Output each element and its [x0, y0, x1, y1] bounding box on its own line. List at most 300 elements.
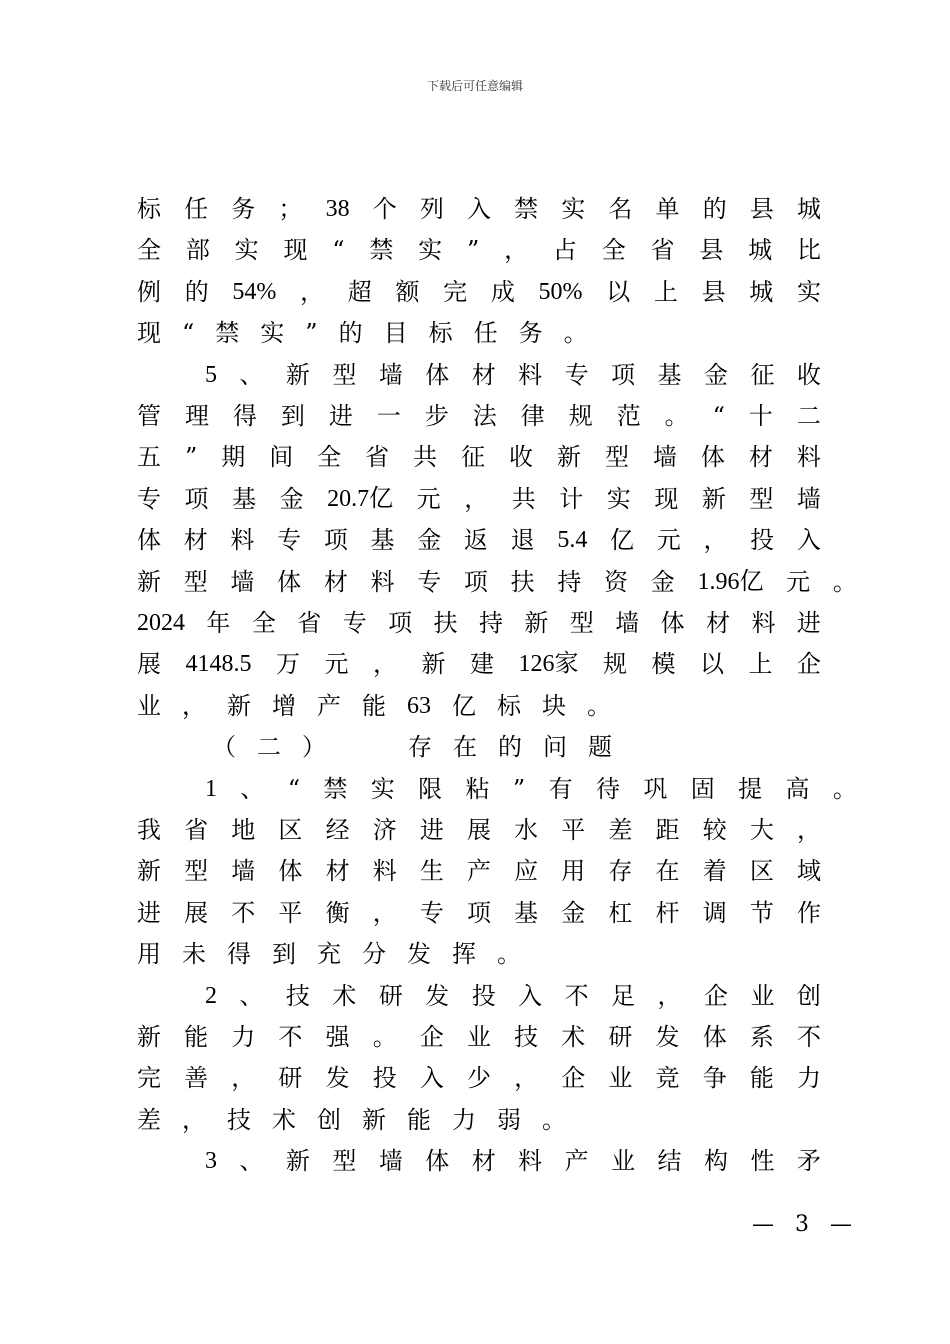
text-token: 禁 [514, 195, 539, 223]
text-line [137, 275, 821, 309]
text-token: 完 [443, 277, 468, 306]
text-line [205, 979, 821, 1013]
text-token: 的 [498, 733, 522, 762]
text-token: 全 [601, 236, 626, 265]
text-token: 型 [749, 484, 774, 513]
text-token: 专 [417, 567, 442, 596]
text-token: ， [182, 1105, 206, 1134]
text-token: 标 [137, 195, 161, 223]
text-token: 研 [378, 981, 403, 1010]
text-token: 以 [606, 277, 631, 306]
text-token: 发 [655, 1023, 680, 1051]
text-token: 比 [796, 236, 821, 265]
text-token: 衡 [325, 898, 350, 927]
text-token: 得 [232, 402, 257, 430]
text-token: 型 [332, 360, 357, 389]
text-token: 墙 [378, 1147, 403, 1176]
text-token: 料 [518, 360, 543, 389]
text-token: 在 [655, 857, 680, 886]
text-token: 企 [797, 650, 821, 679]
text-token: 材 [471, 360, 496, 389]
text-token: 县 [749, 195, 774, 223]
text-token: 征 [461, 443, 486, 472]
text-token: 63 [407, 692, 431, 719]
text-token: 征 [750, 360, 775, 389]
text-token: 1.96亿 [697, 568, 764, 595]
text-token: 地 [231, 816, 256, 844]
text-token: 进 [419, 816, 444, 844]
text-line [137, 399, 821, 433]
text-token: 基 [370, 526, 395, 555]
text-token: 不 [278, 1023, 303, 1051]
text-token: 竞 [655, 1064, 680, 1093]
text-token: 发 [425, 981, 450, 1010]
text-token: （ [212, 733, 236, 762]
text-token: 新 [524, 609, 549, 637]
text-token: 提 [738, 774, 763, 803]
text-token: 节 [749, 898, 774, 927]
text-line [137, 523, 821, 557]
text-token: 企 [419, 1023, 444, 1051]
text-token: 料 [370, 567, 395, 596]
text-token: 现 [654, 484, 679, 513]
text-token: 系 [749, 1023, 774, 1051]
text-token: 上 [653, 277, 678, 306]
text-token: 占 [552, 236, 577, 265]
text-token: 模 [651, 650, 676, 679]
text-token: 区 [278, 816, 303, 844]
page-header: 下载后可任意编辑 [426, 79, 523, 93]
text-token: 额 [395, 277, 420, 306]
text-token: 应 [514, 857, 539, 886]
text-token: 体 [660, 609, 685, 637]
text-token: 二 [257, 733, 281, 762]
text-token: 进 [328, 402, 353, 430]
text-token: 墙 [230, 567, 255, 596]
text-token: 进 [137, 898, 161, 927]
text-token: 体 [425, 1147, 450, 1176]
text-token: 型 [184, 857, 209, 886]
text-token: “ [712, 402, 725, 430]
text-token: 以 [700, 650, 724, 679]
text-token: 务 [231, 195, 256, 223]
text-token: 基 [657, 360, 682, 389]
text-line [137, 854, 821, 888]
text-token: 新 [285, 1147, 310, 1176]
text-token: 差 [608, 816, 633, 844]
text-line [137, 606, 821, 640]
text-token: 企 [561, 1064, 586, 1093]
text-token: 持 [478, 609, 503, 637]
text-token: 实 [260, 319, 285, 348]
text-token: 用 [561, 857, 586, 886]
text-token: 省 [365, 443, 390, 472]
text-token: 标 [497, 691, 521, 720]
text-token: 业 [466, 1023, 491, 1051]
text-token: 问 [543, 733, 567, 762]
text-line [137, 192, 821, 226]
text-token: 54% [232, 278, 277, 305]
text-token: 强 [325, 1023, 350, 1051]
text-token: 展 [466, 816, 491, 844]
text-line [212, 730, 821, 764]
text-token: 新 [421, 650, 446, 679]
text-token: 扶 [510, 567, 535, 596]
text-token: 术 [561, 1023, 586, 1051]
text-line [137, 813, 821, 847]
text-token: 持 [557, 567, 582, 596]
text-token: 距 [655, 816, 680, 844]
text-token: 体 [702, 1023, 727, 1051]
text-token: 项 [388, 609, 413, 637]
text-token: 材 [183, 526, 208, 555]
text-token: 料 [796, 443, 821, 472]
text-token: 间 [269, 443, 294, 472]
text-token: 未 [182, 940, 206, 969]
text-token: 存 [608, 857, 633, 886]
text-token: 专 [137, 484, 161, 513]
text-token: 返 [463, 526, 488, 555]
text-token: 。 [664, 402, 689, 430]
text-token: 省 [297, 609, 322, 637]
text-token: ， [300, 277, 325, 306]
text-token: 共 [511, 484, 536, 513]
text-token: 省 [184, 816, 209, 844]
text-token: 收 [796, 360, 821, 389]
text-token: 能 [407, 1105, 431, 1134]
text-token: 。 [542, 1105, 566, 1134]
text-token: 超 [347, 277, 372, 306]
text-token: 杆 [655, 898, 680, 927]
text-token: ， [464, 484, 489, 513]
text-token: 金 [703, 360, 728, 389]
text-token: 力 [796, 1064, 821, 1093]
text-token: 实 [796, 277, 821, 306]
text-token: ； [278, 195, 303, 223]
text-token: 术 [332, 981, 357, 1010]
text-token: 现 [137, 319, 161, 348]
text-token: 投 [750, 526, 775, 555]
text-token: 在 [453, 733, 477, 762]
text-token: 待 [595, 774, 620, 803]
text-token: 善 [184, 1064, 209, 1093]
text-token: 济 [372, 816, 397, 844]
text-token: 材 [748, 443, 773, 472]
text-token: 型 [604, 443, 629, 472]
text-token: 县 [701, 277, 726, 306]
text-token: 项 [323, 526, 348, 555]
text-token: 管 [137, 402, 161, 430]
text-token: 标 [428, 319, 453, 348]
text-token: 体 [700, 443, 725, 472]
text-token: 、 [240, 774, 265, 803]
text-token: 任 [473, 319, 498, 348]
text-token: 到 [272, 940, 296, 969]
text-token: 区 [749, 857, 774, 886]
text-token: 新 [362, 1105, 386, 1134]
text-token: 金 [417, 526, 442, 555]
text-token: 墙 [231, 857, 256, 886]
text-token: “ [182, 319, 195, 348]
text-token: 型 [332, 1147, 357, 1176]
text-token: 差 [137, 1105, 161, 1134]
text-token: 基 [232, 484, 257, 513]
text-token: 专 [419, 898, 444, 927]
text-token: ” [466, 236, 480, 265]
text-token: 研 [608, 1023, 633, 1051]
text-token: 体 [137, 526, 161, 555]
text-token: 题 [588, 733, 612, 762]
text-token: ， [514, 1064, 539, 1093]
text-token: 2 [205, 982, 217, 1009]
text-token: 产 [317, 691, 341, 720]
text-line [137, 647, 821, 681]
text-token: 业 [137, 691, 161, 720]
text-token: 五 [137, 443, 161, 472]
text-token: 墙 [615, 609, 640, 637]
text-token: 4148.5 [185, 651, 252, 678]
text-token: 一 [376, 402, 401, 430]
text-token: 分 [362, 940, 386, 969]
text-token: 我 [137, 816, 161, 844]
text-token: 步 [424, 402, 449, 430]
text-token: 成 [490, 277, 515, 306]
text-token: 项 [611, 360, 636, 389]
text-token: 业 [608, 1064, 633, 1093]
text-token: 投 [372, 1064, 397, 1093]
text-token: 亿 [452, 691, 476, 720]
text-token: ， [373, 650, 397, 679]
text-token: 料 [372, 857, 397, 886]
text-token: 存 [408, 733, 432, 762]
text-token: 业 [750, 981, 775, 1010]
text-line [137, 1061, 821, 1095]
text-token: 。 [832, 774, 857, 803]
text-token: 例 [137, 277, 161, 306]
text-token: 产 [564, 1147, 589, 1176]
text-token: 。 [587, 691, 611, 720]
text-token: 能 [362, 691, 386, 720]
text-token: 38 [325, 196, 350, 222]
text-token: 创 [796, 981, 821, 1010]
text-token: 能 [749, 1064, 774, 1093]
text-token: 材 [325, 857, 350, 886]
text-token: 2024 [137, 610, 185, 636]
text-token: 用 [137, 940, 161, 969]
text-token: 计 [559, 484, 584, 513]
text-token: 专 [564, 360, 589, 389]
text-token: 争 [702, 1064, 727, 1093]
text-token: 实 [561, 195, 586, 223]
text-token: 不 [796, 1023, 821, 1051]
text-token: 力 [231, 1023, 256, 1051]
text-token: 城 [749, 277, 774, 306]
text-token: 实 [234, 236, 259, 265]
text-token: 经 [325, 816, 350, 844]
text-token: 投 [471, 981, 496, 1010]
text-token: 法 [472, 402, 497, 430]
text-token: 技 [285, 981, 310, 1010]
text-token: 扶 [433, 609, 458, 637]
text-token: 技 [514, 1023, 539, 1051]
text-token: 弱 [497, 1105, 521, 1134]
text-token: 全 [251, 609, 276, 637]
text-token: 增 [272, 691, 296, 720]
text-token: 名 [608, 195, 633, 223]
text-token: 性 [750, 1147, 775, 1176]
text-line [137, 1103, 821, 1137]
text-token: 城 [748, 236, 773, 265]
text-token: 不 [231, 898, 256, 927]
text-token: 单 [655, 195, 680, 223]
text-token: 任 [184, 195, 209, 223]
text-token: 实 [418, 236, 443, 265]
text-token: 型 [183, 567, 208, 596]
text-token: 收 [509, 443, 534, 472]
text-token: 展 [137, 650, 161, 679]
text-token: 元 [416, 484, 441, 513]
text-token: 务 [518, 319, 543, 348]
text-token: 禁 [215, 319, 240, 348]
text-token: ， [796, 816, 821, 844]
text-token: 术 [272, 1105, 296, 1134]
text-token: 、 [239, 360, 264, 389]
text-token: 元 [324, 650, 349, 679]
text-token: 力 [452, 1105, 476, 1134]
text-token: 亿 [610, 526, 635, 555]
text-token: “ [332, 236, 345, 265]
text-token: 5.4 [557, 527, 588, 554]
text-token: 调 [702, 898, 727, 927]
text-token: “ [287, 774, 301, 803]
text-token: 有 [548, 774, 573, 803]
text-token: 建 [470, 650, 494, 679]
text-token: 的 [338, 319, 363, 348]
text-token: 年 [206, 609, 231, 637]
text-token: 规 [568, 402, 593, 430]
text-token: 部 [185, 236, 210, 265]
text-token: 、 [239, 981, 264, 1010]
text-token: 目 [383, 319, 408, 348]
text-token: 体 [277, 567, 302, 596]
text-token: 完 [137, 1064, 161, 1093]
text-token: ” [512, 774, 526, 803]
text-token: 理 [184, 402, 209, 430]
text-token: 粘 [465, 774, 490, 803]
text-token: 入 [518, 981, 543, 1010]
text-token: 杠 [608, 898, 633, 927]
text-token: 体 [278, 857, 303, 886]
text-line [205, 358, 821, 392]
page-number: 3 [795, 1211, 809, 1237]
text-token: 发 [325, 1064, 350, 1093]
text-token: 巩 [643, 774, 668, 803]
text-token: 金 [561, 898, 586, 927]
text-line [137, 316, 821, 350]
text-token: 能 [184, 1023, 209, 1051]
text-token: ， [231, 1064, 256, 1093]
text-token: 不 [564, 981, 589, 1010]
text-token: 块 [542, 691, 566, 720]
text-line [137, 440, 821, 474]
text-token: 水 [514, 816, 539, 844]
text-token: 高 [785, 774, 810, 803]
text-token: 料 [518, 1147, 543, 1176]
text-token: 墙 [378, 360, 403, 389]
text-token: 挥 [452, 940, 476, 969]
text-line [137, 233, 821, 267]
text-token: 新 [701, 484, 726, 513]
text-token: 入 [466, 195, 491, 223]
text-token: 企 [703, 981, 728, 1010]
text-token: 产 [466, 857, 491, 886]
text-token: 矛 [796, 1147, 821, 1176]
text-token: 发 [407, 940, 431, 969]
text-token: 料 [751, 609, 776, 637]
text-token: 50% [538, 278, 583, 305]
text-token: 。 [832, 567, 857, 596]
text-token: 列 [419, 195, 444, 223]
text-token: 型 [569, 609, 594, 637]
footer-dash-left: — [752, 1211, 774, 1237]
text-token: 城 [796, 195, 821, 223]
text-token: 作 [796, 898, 821, 927]
text-token: 规 [603, 650, 627, 679]
text-token: 新 [137, 857, 161, 886]
text-token: 共 [413, 443, 438, 472]
text-token: 全 [317, 443, 342, 472]
text-token: 省 [650, 236, 675, 265]
page-footer [752, 1207, 852, 1241]
text-token: 材 [706, 609, 731, 637]
text-token: 实 [370, 774, 395, 803]
text-token: 平 [561, 816, 586, 844]
text-token: 大 [749, 816, 774, 844]
text-token: 个 [372, 195, 397, 223]
text-token: 项 [463, 567, 488, 596]
text-line [137, 1020, 821, 1054]
text-token: 范 [616, 402, 641, 430]
text-token: 126家 [518, 651, 579, 678]
text-token: 着 [702, 857, 727, 886]
text-token: 期 [221, 443, 246, 472]
text-token: 新 [285, 360, 310, 389]
text-token: 专 [342, 609, 367, 637]
text-token: 新 [137, 1023, 161, 1051]
text-token: 业 [611, 1147, 636, 1176]
text-token: 退 [510, 526, 535, 555]
text-token: 新 [137, 567, 161, 596]
text-line [137, 482, 821, 516]
text-line [137, 937, 821, 971]
text-token: 全 [137, 236, 161, 265]
text-token: 技 [227, 1105, 251, 1134]
text-token: 元 [786, 567, 811, 596]
text-token: 。 [497, 940, 521, 969]
text-token: 基 [514, 898, 539, 927]
text-token: 县 [699, 236, 724, 265]
text-token: 入 [419, 1064, 444, 1093]
text-token: ” [184, 443, 198, 472]
text-token: 新 [557, 443, 581, 472]
text-token: 二 [796, 402, 821, 430]
text-token: 万 [276, 650, 300, 679]
text-token: ， [182, 691, 206, 720]
text-token: 足 [611, 981, 636, 1010]
text-token: 禁 [323, 774, 348, 803]
text-token: 得 [227, 940, 251, 969]
text-token: 少 [466, 1064, 491, 1093]
